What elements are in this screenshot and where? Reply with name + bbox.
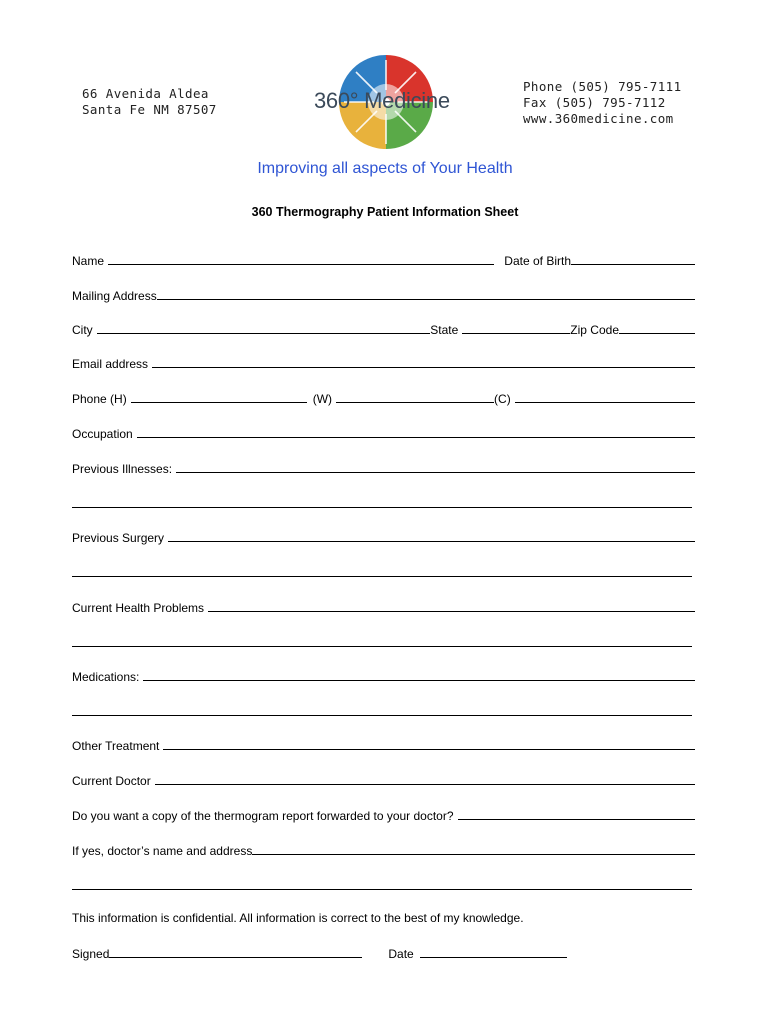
- phone-cell-field[interactable]: [515, 402, 695, 403]
- occupation-row: [72, 425, 695, 441]
- signed-label: Signed: [72, 947, 110, 961]
- city-row: [72, 321, 695, 337]
- current-doctor-field[interactable]: [155, 784, 695, 785]
- phone-work-field[interactable]: [336, 402, 494, 403]
- previous-illnesses-label: Previous Illnesses:: [72, 462, 173, 476]
- signature-row: [72, 945, 567, 961]
- previous-illnesses-extra-line[interactable]: [72, 507, 692, 508]
- current-doctor-row: [72, 772, 695, 788]
- mailing-field[interactable]: [157, 299, 695, 300]
- name-field[interactable]: [108, 264, 494, 265]
- medications-field[interactable]: [143, 680, 695, 681]
- name-row: [72, 252, 695, 268]
- form-title: 360 Thermography Patient Information Sheet: [251, 205, 519, 219]
- city-field[interactable]: [97, 333, 431, 334]
- current-health-field[interactable]: [208, 611, 695, 612]
- doctor-address-row: [72, 842, 695, 858]
- medications-row: [72, 668, 695, 684]
- previous-illnesses-row: [72, 460, 695, 476]
- previous-surgery-row: [72, 529, 695, 545]
- dob-label: Date of Birth: [504, 254, 571, 268]
- dob-field[interactable]: [571, 264, 695, 265]
- state-field[interactable]: [462, 333, 570, 334]
- occupation-field[interactable]: [137, 437, 695, 438]
- clinic-address: [82, 86, 217, 118]
- previous-surgery-field[interactable]: [168, 541, 695, 542]
- other-treatment-field[interactable]: [163, 749, 695, 750]
- phone-cell-label: (C): [494, 392, 511, 406]
- email-label: Email address: [72, 357, 149, 371]
- other-treatment-label: Other Treatment: [72, 739, 160, 753]
- phone-work-label: (W): [312, 392, 333, 406]
- clinic-contact: [523, 79, 682, 127]
- doctor-address-extra-line[interactable]: [72, 889, 692, 890]
- date-field[interactable]: [420, 957, 567, 958]
- signature-field[interactable]: [109, 957, 362, 958]
- tagline: Improving all aspects of Your Health: [257, 160, 513, 177]
- other-treatment-row: [72, 737, 695, 753]
- medications-label: Medications:: [72, 670, 140, 684]
- current-doctor-label: Current Doctor: [72, 774, 151, 788]
- previous-surgery-extra-line[interactable]: [72, 576, 692, 577]
- copy-report-label: Do you want a copy of the thermogram report forwarded to your doctor?: [72, 809, 454, 823]
- previous-surgery-label: Previous Surgery: [72, 531, 165, 545]
- fax-number: Fax (505) 795-7112: [523, 95, 666, 110]
- mailing-row: [72, 287, 695, 303]
- phone-row: [72, 390, 695, 406]
- email-field[interactable]: [152, 367, 695, 368]
- address-line-2: Santa Fe NM 87507: [82, 102, 217, 117]
- medications-extra-line[interactable]: [72, 715, 692, 716]
- state-label: State: [430, 323, 459, 337]
- date-label: Date: [388, 947, 414, 961]
- zip-field[interactable]: [619, 333, 695, 334]
- website-link[interactable]: www.360medicine.com: [523, 111, 674, 126]
- phone-number: Phone (505) 795-7111: [523, 79, 682, 94]
- copy-report-field[interactable]: [458, 819, 695, 820]
- copy-report-row: [72, 807, 695, 823]
- current-health-row: [72, 599, 695, 615]
- address-line-1: 66 Avenida Aldea: [82, 86, 209, 101]
- doctor-address-field[interactable]: [252, 854, 695, 855]
- logo-text: 360° Medicine: [314, 88, 450, 113]
- mailing-label: Mailing Address: [72, 289, 157, 303]
- previous-illnesses-field[interactable]: [176, 472, 695, 473]
- current-health-extra-line[interactable]: [72, 646, 692, 647]
- clinic-logo: [312, 52, 462, 154]
- confidential-statement: This information is confidential. All information is correct to the best of my knowledge.: [72, 911, 524, 925]
- occupation-label: Occupation: [72, 427, 133, 441]
- city-label: City: [72, 323, 93, 337]
- current-health-label: Current Health Problems: [72, 601, 205, 615]
- phone-home-field[interactable]: [131, 402, 307, 403]
- zip-label: Zip Code: [570, 323, 619, 337]
- email-row: [72, 355, 695, 371]
- doctor-address-label: If yes, doctor’s name and address: [72, 844, 253, 858]
- phone-home-label: Phone (H): [72, 392, 127, 406]
- name-label: Name: [72, 254, 105, 268]
